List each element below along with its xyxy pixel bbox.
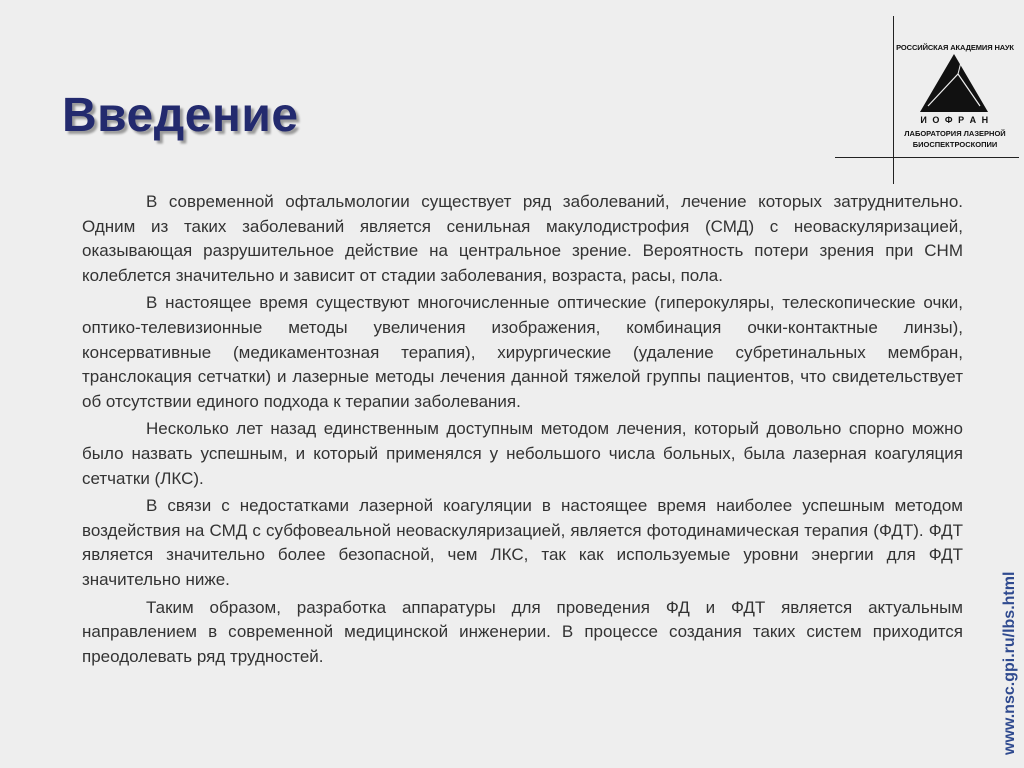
slide-body (82, 190, 963, 672)
side-url-link[interactable]: www.nsc.gpi.ru/lbs.html (1001, 571, 1018, 755)
logo-lab-line-2: БИОСПЕКТРОСКОПИИ (912, 140, 998, 149)
logo-lab-text (895, 128, 1015, 150)
logo-institute-name: И О Ф Р А Н (920, 115, 990, 125)
logo-horizontal-line (835, 157, 1019, 158)
logo-triangle-icon (918, 52, 990, 114)
logo-academy-text: РОССИЙСКАЯ АКАДЕМИЯ НАУК (896, 43, 1014, 52)
slide-title: Введение (62, 89, 299, 142)
logo-vertical-line (893, 16, 894, 184)
paragraph-2: В настоящее время существуют многочисленные оптические (гиперокуляры, телескопические очки, оптико-телевизионные методы увеличения изображения, комбинация очки-контактные линзы), консервативные (медикаментозная терапия), хирургические (удаление субретинальных мембран, транслокация сетчатки) и лазерные методы лечения данной тяжелой группы пациентов, что свидетельствует об отсутствии единого подхода к терапии заболевания. (82, 293, 963, 411)
paragraph-1: В современной офтальмологии существует ряд заболеваний, лечение которых затруднительно. Одним из таких заболеваний является сенильная макулодистрофия (СМД) с неоваскуляризацией, оказывающая разрушительное действие на центральное зрение. Вероятность потери зрения при СНМ колеблется значительно и зависит от стадии заболевания, возраста, расы, пола. (82, 192, 963, 285)
paragraph-4: В связи с недостатками лазерной коагуляции в настоящее время наиболее успешным методом воздействия на СМД с субфовеальной неоваскуляризацией, является фотодинамическая терапия (ФДТ). ФДТ является значительно более безопасной, чем ЛКС, так как используемые уровни энергии для ФДТ значительно ниже. (82, 496, 963, 589)
logo-lab-line-1: ЛАБОРАТОРИЯ ЛАЗЕРНОЙ (904, 129, 1006, 138)
paragraph-3: Несколько лет назад единственным доступным методом лечения, который довольно спорно можно было назвать успешным, и который применялся у небольшого числа больных, была лазерная коагуляция сетчатки (ЛКС). (82, 419, 963, 488)
paragraph-5: Таким образом, разработка аппаратуры для проведения ФД и ФДТ является актуальным направлением в современной медицинской инженерии. В процессе создания таких систем приходится преодолевать ряд трудностей. (82, 597, 963, 666)
